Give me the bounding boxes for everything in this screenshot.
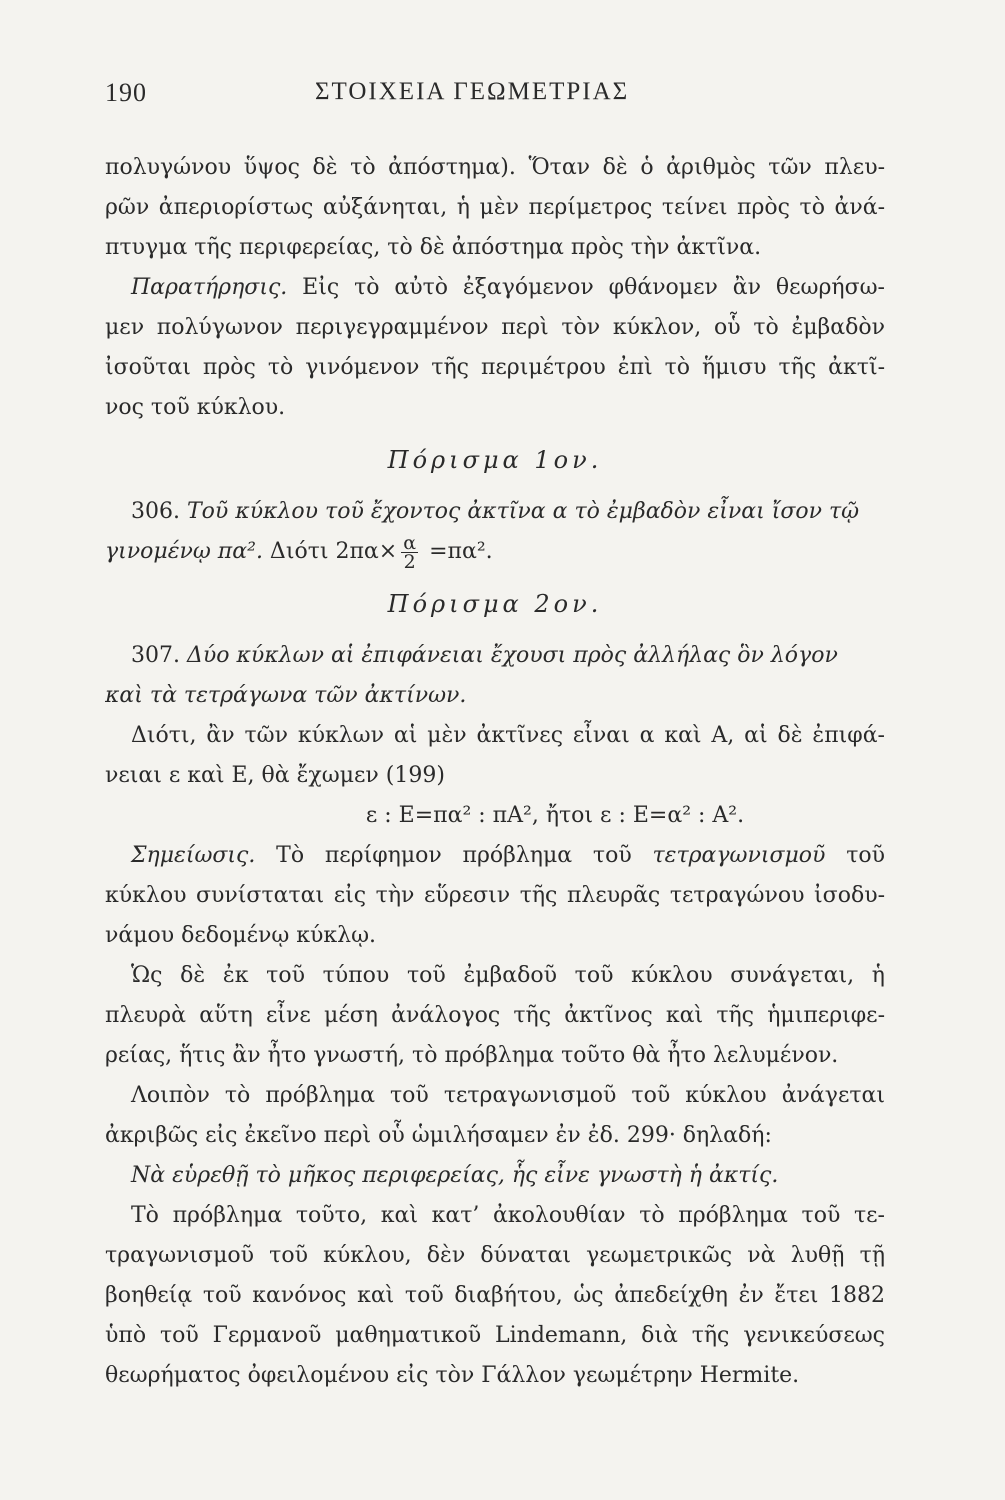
text-line: Διότι, ἂν τῶν κύκλων αἱ μὲν ἀκτῖνες εἶναι α καὶ Α, αἱ δὲ ἐπιφά-	[131, 723, 885, 748]
proposition-text: Δύο κύκλων αἱ ἐπιφάνειαι ἔχουσι πρὸς ἀλλήλας ὃν λόγον	[179, 643, 838, 668]
formula-result: =πα².	[422, 539, 493, 564]
text-line: μεν πολύγωνον περιγεγραμμένον περὶ τὸν κύκλον, οὗ τὸ ἐμβαδὸν	[105, 315, 885, 340]
text-line: θεωρήματος ὀφειλομένου εἰς τὸν Γάλλον γεωμέτρην Hermite.	[105, 1363, 800, 1388]
page-body	[105, 148, 885, 1396]
equation-line: ε : Ε=πα² : πΑ², ἤτοι ε : Ε=α² : Α².	[365, 803, 745, 828]
corollary-heading-1: Πόρισμα 1ον.	[387, 446, 603, 474]
fraction-numerator: α	[403, 532, 417, 554]
text-line: νάμου δεδομένῳ κύκλῳ.	[105, 923, 377, 948]
text-line: πολυγώνου ὕψος δὲ τὸ ἀπόστημα). Ὅταν δὲ ὁ ἀριθμὸς τῶν πλευ-	[105, 155, 885, 180]
page-header	[105, 78, 865, 118]
section-number: 306.	[131, 499, 180, 524]
section-number: 307.	[131, 643, 180, 668]
text-line: καὶ τὰ τετράγωνα τῶν ἀκτίνων.	[105, 683, 467, 708]
text-line: πτυγμα τῆς περιφερείας, τὸ δὲ ἀπόστημα πρὸς τὴν ἀκτῖνα.	[105, 235, 762, 260]
text-line: βοηθείᾳ τοῦ κανόνος καὶ τοῦ διαβήτου, ὡς ἀπεδείχθη ἐν ἔτει 1882	[105, 1283, 885, 1308]
note-text-end: τοῦ	[825, 843, 885, 868]
text-line: κύκλου συνίσταται εἰς τὴν εὕρεσιν τῆς πλευρᾶς τετραγώνου ἰσοδυ-	[105, 883, 885, 908]
proposition-307	[105, 636, 885, 676]
text-line: τραγωνισμοῦ τοῦ κύκλου, δὲν δύναται γεωμετρικῶς νὰ λυθῇ τῇ	[105, 1243, 885, 1268]
note-line	[105, 836, 885, 876]
text-line: Τὸ πρόβλημα τοῦτο, καὶ κατ’ ἀκολουθίαν τὸ πρόβλημα τοῦ τε-	[131, 1203, 885, 1228]
remark-line	[105, 268, 885, 308]
formula-lead: γινομένῳ πα².	[105, 539, 263, 564]
fraction	[401, 534, 418, 571]
corollary-heading-2: Πόρισμα 2ον.	[387, 590, 603, 618]
text-line: ρείας, ἥτις ἂν ἦτο γνωστή, τὸ πρόβλημα τοῦτο θὰ ἦτο λελυμένον.	[105, 1043, 839, 1068]
remark-text: Εἰς τὸ αὐτὸ ἐξαγόμενον φθάνομεν ἂν θεωρήσω-	[287, 275, 885, 300]
proposition-text: Τοῦ κύκλου τοῦ ἔχοντος ἀκτῖνα α τὸ ἐμβαδὸν εἶναι ἴσον τῷ	[179, 499, 860, 524]
note-emphasis: τετραγωνισμοῦ	[652, 843, 826, 868]
text-line: νος τοῦ κύκλου.	[105, 395, 286, 420]
text-line: ἰσοῦται πρὸς τὸ γινόμενον τῆς περιμέτρου ἐπὶ τὸ ἥμισυ τῆς ἀκτῖ-	[105, 355, 885, 380]
proposition-306	[105, 492, 885, 532]
note-label: Σημείωσις.	[131, 843, 256, 868]
text-line: Λοιπὸν τὸ πρόβλημα τοῦ τετραγωνισμοῦ τοῦ κύκλου ἀνάγεται	[131, 1083, 885, 1108]
problem-statement: Νὰ εὑρεθῇ τὸ μῆκος περιφερείας, ἧς εἶνε γνωστὴ ἡ ἀκτίς.	[131, 1163, 779, 1188]
text-line: Ὡς δὲ ἐκ τοῦ τύπου τοῦ ἐμβαδοῦ τοῦ κύκλου συνάγεται, ἡ	[131, 963, 885, 988]
formula-line	[105, 532, 885, 572]
fraction-denominator: 2	[403, 550, 416, 572]
text-line: ἀκριβῶς εἰς ἐκεῖνο περὶ οὗ ὡμιλήσαμεν ἐν ἐδ. 299· δηλαδή:	[105, 1123, 772, 1148]
running-title: ΣΤΟΙΧΕΙΑ ΓΕΩΜΕΤΡΙΑΣ	[315, 78, 630, 105]
text-line: ρῶν ἀπεριορίστως αὐξάνηται, ἡ μὲν περίμετρος τείνει πρὸς τὸ ἀνά-	[105, 195, 885, 220]
formula-text: Διότι 2πα×	[262, 539, 398, 564]
text-line: νειαι ε καὶ Ε, θὰ ἔχωμεν (199)	[105, 763, 445, 788]
remark-label: Παρατήρησις.	[131, 275, 288, 300]
text-line: ὑπὸ τοῦ Γερμανοῦ μαθηματικοῦ Lindemann, διὰ τῆς γενικεύσεως	[105, 1323, 885, 1348]
note-text: Τὸ περίφημον πρόβλημα τοῦ	[255, 843, 653, 868]
text-line: πλευρὰ αὕτη εἶνε μέση ἀνάλογος τῆς ἀκτῖνος καὶ τῆς ἡμιπεριφε-	[105, 1003, 885, 1028]
page-number: 190	[105, 78, 147, 107]
